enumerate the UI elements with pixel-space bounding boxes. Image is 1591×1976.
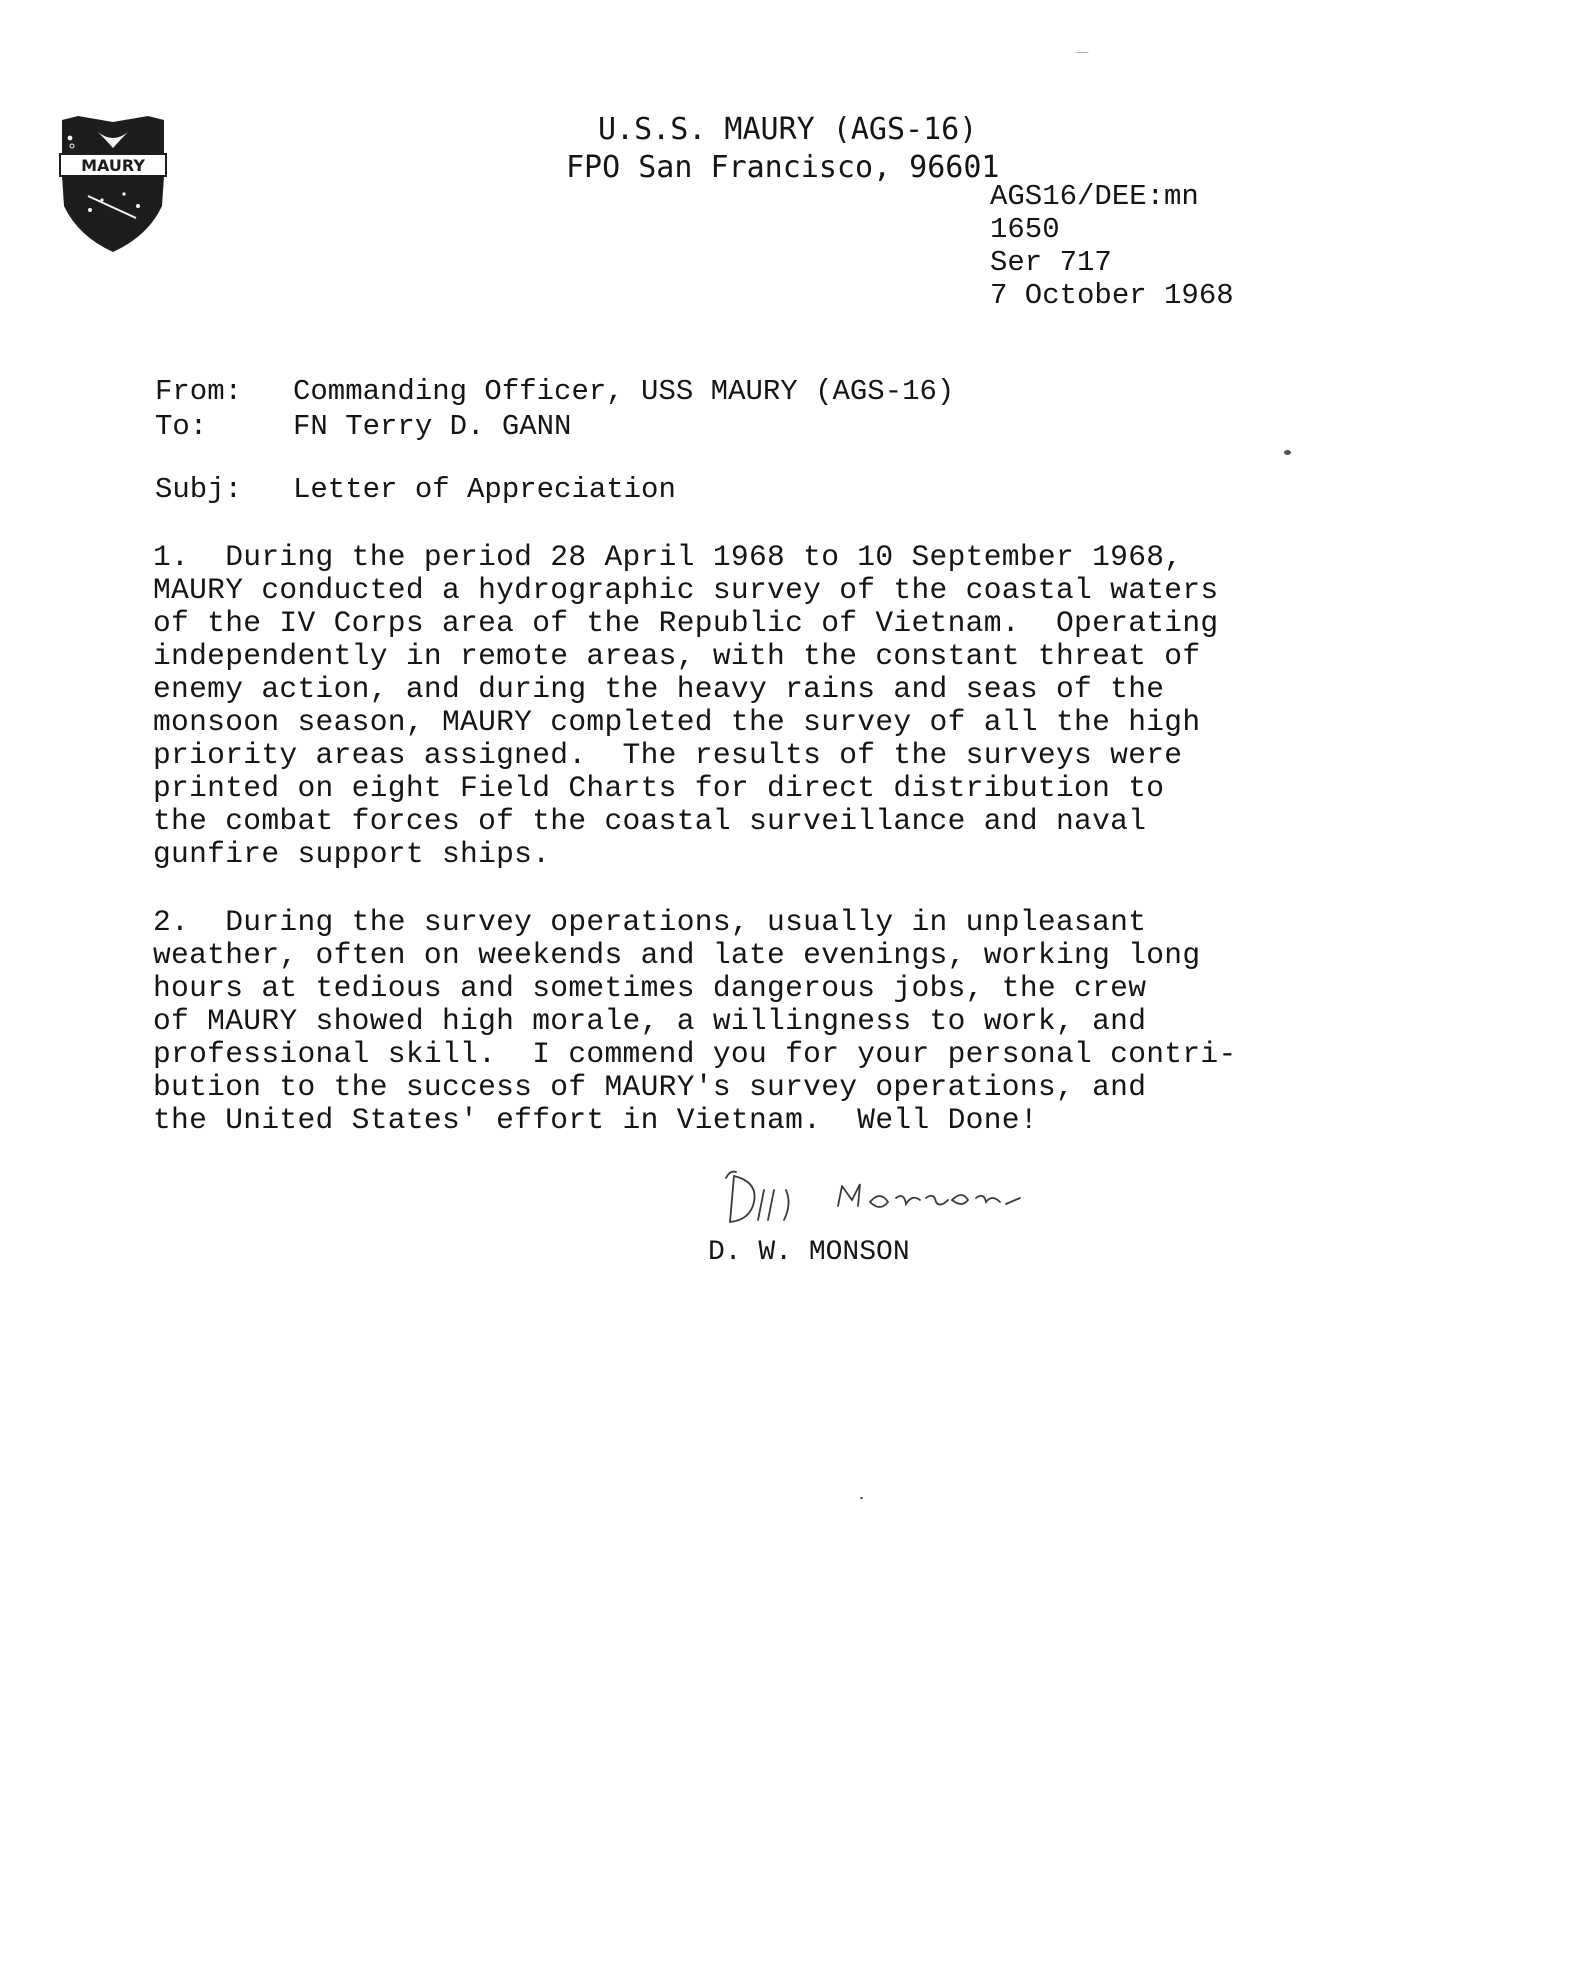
from-value: Commanding Officer, USS MAURY (AGS-16) bbox=[293, 375, 955, 408]
paragraph-1-line: 1. During the period 28 April 1968 to 10 September 1968, bbox=[153, 540, 1183, 574]
paragraph-1-line: the combat forces of the coastal surveillance and naval bbox=[153, 804, 1147, 838]
from-label: From: bbox=[155, 375, 243, 408]
paragraph-1-line: priority areas assigned. The results of the surveys were bbox=[153, 738, 1183, 772]
paragraph-1-line: of the IV Corps area of the Republic of Vietnam. Operating bbox=[153, 606, 1219, 640]
scan-speck bbox=[1284, 450, 1291, 455]
to-label: To: bbox=[155, 410, 208, 443]
paragraph-2-line: 2. During the survey operations, usually in unpleasant bbox=[153, 905, 1147, 939]
subject-value: Letter of Appreciation bbox=[293, 473, 676, 506]
reference-file-code: AGS16/DEE:mn bbox=[990, 180, 1199, 213]
paragraph-1-line: MAURY conducted a hydrographic survey of the coastal waters bbox=[153, 573, 1219, 607]
paragraph-1-line: enemy action, and during the heavy rains and seas of the bbox=[153, 672, 1165, 706]
paragraph-1-line: independently in remote areas, with the constant threat of bbox=[153, 639, 1201, 673]
subject-label: Subj: bbox=[155, 473, 243, 506]
paragraph-1-line: gunfire support ships. bbox=[153, 837, 551, 871]
signer-typed-name: D. W. MONSON bbox=[708, 1237, 910, 1268]
paragraph-2-line: bution to the success of MAURY's survey operations, and bbox=[153, 1070, 1147, 1104]
to-value: FN Terry D. GANN bbox=[293, 410, 572, 443]
paragraph-1-line: monsoon season, MAURY completed the survey of all the high bbox=[153, 705, 1201, 739]
reference-serial: Ser 717 bbox=[990, 246, 1112, 279]
scan-speck bbox=[860, 1497, 863, 1499]
paragraph-2-line: weather, often on weekends and late evenings, working long bbox=[153, 938, 1201, 972]
paragraph-2-line: professional skill. I commend you for your personal contri- bbox=[153, 1037, 1237, 1071]
paragraph-1-line: printed on eight Field Charts for direct distribution to bbox=[153, 771, 1165, 805]
letterhead-ship-name: U.S.S. MAURY (AGS-16) bbox=[598, 112, 978, 147]
scan-speck bbox=[1075, 52, 1089, 53]
reference-date: 7 October 1968 bbox=[990, 279, 1234, 312]
paragraph-2-line: the United States' effort in Vietnam. Well Done! bbox=[153, 1103, 1038, 1137]
paragraph-2-line: hours at tedious and sometimes dangerous jobs, the crew bbox=[153, 971, 1147, 1005]
ship-crest-icon bbox=[58, 114, 168, 254]
handwritten-signature-icon bbox=[700, 1160, 1120, 1240]
crest-label: MAURY bbox=[81, 156, 145, 175]
reference-ssic: 1650 bbox=[990, 213, 1060, 246]
letterhead-address: FPO San Francisco, 96601 bbox=[566, 150, 1000, 185]
paragraph-2-line: of MAURY showed high morale, a willingness to work, and bbox=[153, 1004, 1147, 1038]
